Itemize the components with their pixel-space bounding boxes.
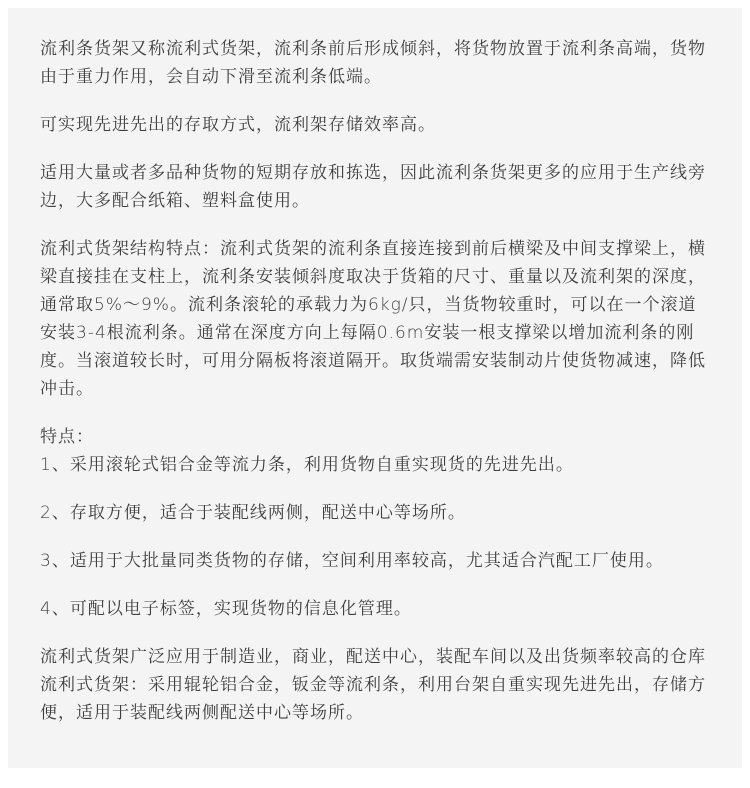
paragraph-usage: 适用大量或者多品种货物的短期存放和拣选，因此流利条货架更多的应用于生产线旁边，大多配合纸箱、塑料盒使用。 [40,163,706,211]
paragraph-applications: 流利式货架广泛应用于制造业，商业，配送中心，装配车间以及出货频率较高的仓库流利式货架：采用辊轮铝合金，钣金等流利条，利用台架自重实现先进先出，存储方便，适用于装配线两侧配送中心等场所。 [40,647,706,723]
description-panel [8,8,742,768]
paragraph-fifo-access: 可实现先进先出的存取方式，流利架存储效率高。 [40,115,436,135]
paragraph-structure: 流利式货架结构特点：流利式货架的流利条直接连接到前后横梁及中间支撑梁上，横梁直接挂在支柱上，流利条安装倾斜度取决于货箱的尺寸、重量以及流利架的深度，通常取5%～9%。流利条滚轮的承载力为6kg/只，当货物较重时，可以在一个滚道安装3-4根流利条。通常在深度方向上每隔0.6m安装一根支撑梁以增加流利条的刚度。当滚道较长时，可用分隔板将滚道隔开。取货端需安装制动片使货物减速，降低冲击。 [40,239,706,399]
features-heading: 特点： [40,427,94,447]
feature-item-4: 4、可配以电子标签，实现货物的信息化管理。 [40,599,412,619]
paragraph-overview: 流利条货架又称流利式货架，流利条前后形成倾斜，将货物放置于流利条高端，货物由于重力作用，会自动下滑至流利条低端。 [40,39,706,87]
feature-item-3: 3、适用于大批量同类货物的存储，空间利用率较高，尤其适合汽配工厂使用。 [40,551,664,571]
feature-item-1: 1、采用滚轮式铝合金等流力条，利用货物自重实现货的先进先出。 [40,455,574,475]
feature-item-2: 2、存取方便，适合于装配线两侧，配送中心等场所。 [40,503,466,523]
